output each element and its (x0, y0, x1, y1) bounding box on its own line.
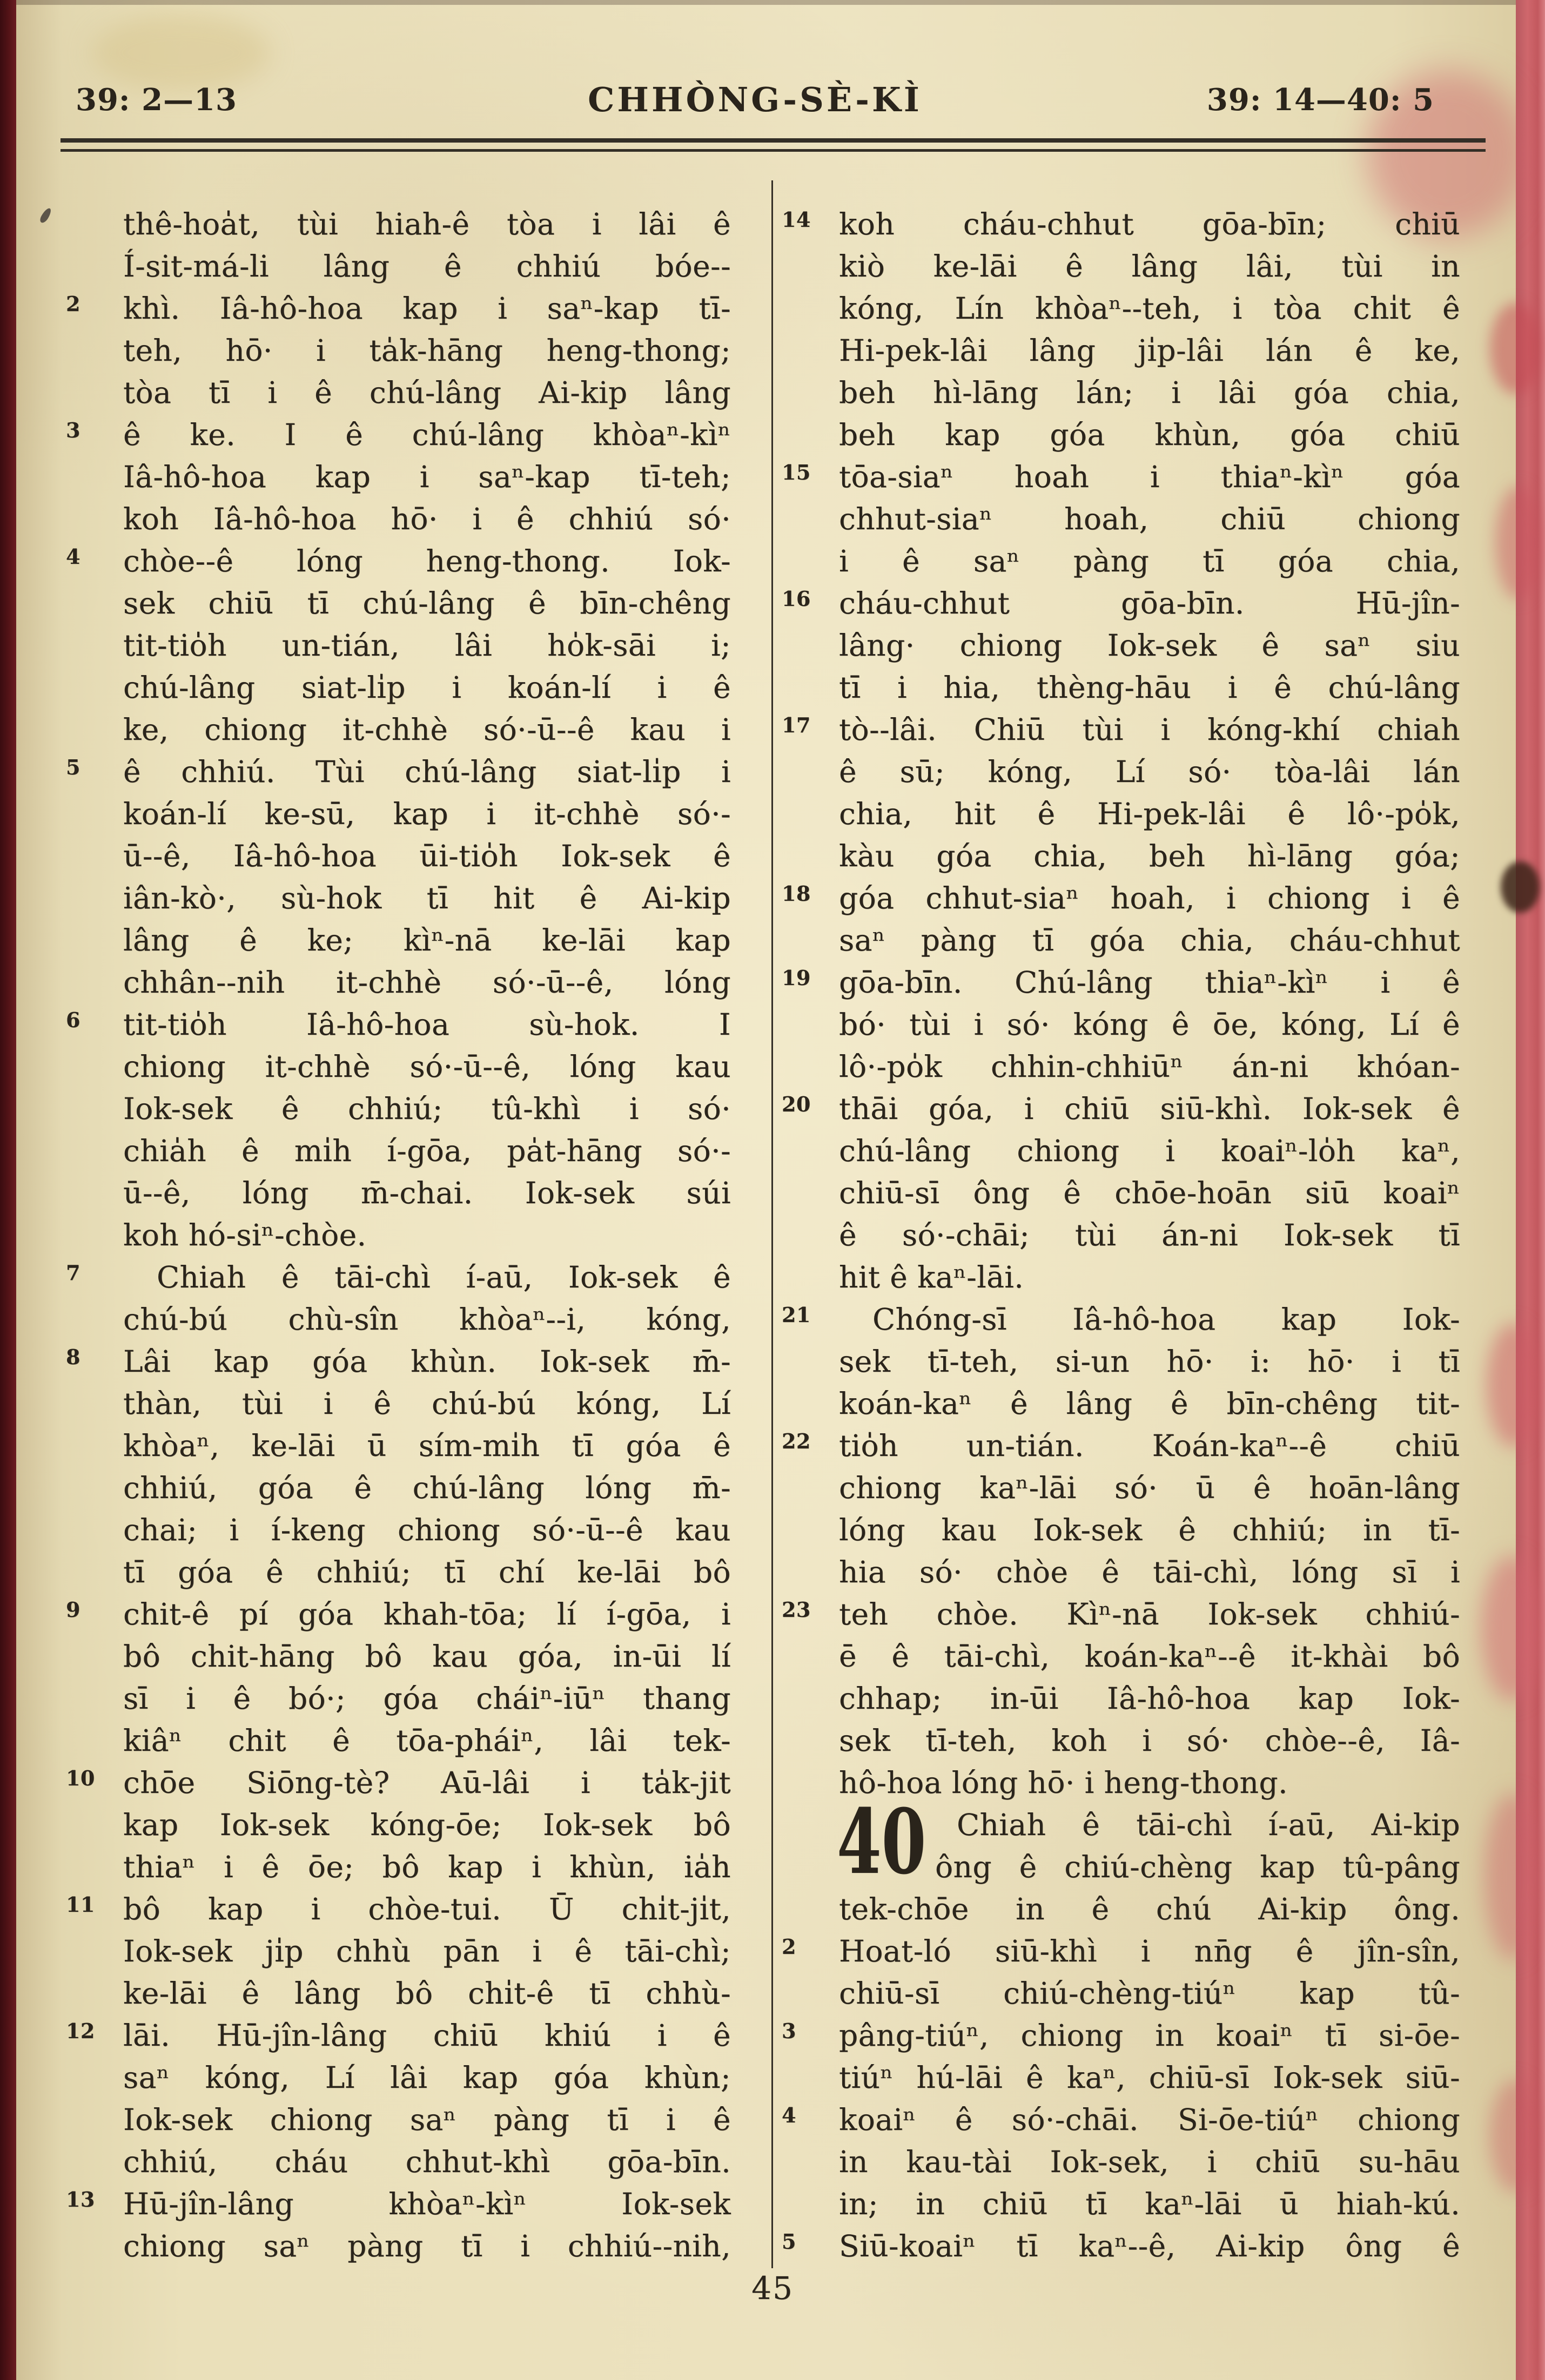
text-line: chhân--nih it-chhè só·-ū--ê, lóng (123, 965, 731, 1000)
text-line: 11 bô kap i chòe-tui. Ū chi̍t-ji̍t, (123, 1888, 731, 1930)
verse-number: 13 (66, 2187, 95, 2212)
verse-number: 15 (782, 460, 811, 484)
text-line: chia, hit ê Hi-pek-lâi ê lô·-po̍k, (839, 797, 1460, 831)
text-line: Iok-sek ji̍p chhù pān i ê tāi-chì; (123, 1934, 731, 1968)
text-line: 19 gōa-bīn. Chú-lâng thiaⁿ-kìⁿ i ê (839, 961, 1460, 1003)
text-line: Iok-sek ê chhiú; tû-khì i só· (123, 1091, 731, 1126)
text-line: 12 lāi. Hū-jîn-lâng chiū khiú i ê (123, 2014, 731, 2057)
text-line: 2 khì. Iâ-hô-hoa kap i saⁿ-kap tī- (123, 287, 731, 329)
text-line: 3 pâng-tiúⁿ, chiong in koaiⁿ tī si-ōe- (839, 2014, 1460, 2057)
text-line: 21 Chóng-sī Iâ-hô-hoa kap Iok- (839, 1298, 1460, 1340)
text-line: ke, chiong it-chhè só·-ū--ê kau i (123, 712, 731, 747)
header-verse-range-left: 39: 2—13 (76, 82, 237, 118)
text-line: tit-tio̍h un-tián, lâi ho̍k-sāi i; (123, 628, 731, 663)
text-line: kóng, Lín khòaⁿ--teh, i tòa chi̍t ê (839, 291, 1460, 326)
double-rule (61, 138, 1486, 152)
text-line: chhap; in-ūi Iâ-hô-hoa kap Iok- (839, 1681, 1460, 1716)
verse-number: 14 (782, 207, 811, 232)
text-line: 20 thāi góa, i chiū siū-khì. Iok-sek ê (839, 1088, 1460, 1130)
text-line: 22 tio̍h un-tián. Koán-kaⁿ--ê chiū (839, 1425, 1460, 1467)
chapter-number: 40 (837, 1789, 926, 1894)
text-line: sī i ê bó·; góa cháiⁿ-iūⁿ thang (123, 1681, 731, 1716)
text-line: lô·-po̍k chhin-chhiūⁿ án-ni khóan- (839, 1049, 1460, 1084)
text-line: Iâ-hô-hoa kap i saⁿ-kap tī-teh; (123, 460, 731, 494)
left-column (66, 203, 731, 2267)
text-line: 17 tò--lâi. Chiū tùi i kóng-khí chiah (839, 709, 1460, 751)
text-line: thiaⁿ i ê ōe; bô kap i khùn, ia̍h (123, 1850, 731, 1884)
text-line: 5 Siū-koaiⁿ tī kaⁿ--ê, Ai-kip ông ê (839, 2225, 1460, 2267)
text-line: sek chiū tī chú-lâng ê bīn-chêng (123, 586, 731, 621)
text-line: Hi-pek-lâi lâng ji̍p-lâi lán ê ke, (839, 333, 1460, 368)
page-header (76, 80, 1434, 120)
text-line: ê só·-chāi; tùi án-ni Iok-sek tī (839, 1218, 1460, 1252)
text-line: 2 Hoat-ló siū-khì i nn̄g ê jîn-sîn, (839, 1930, 1460, 1972)
text-line: bô chit-hāng bô kau góa, in-ūi lí (123, 1639, 731, 1674)
book-edge-left (0, 0, 16, 2380)
text-line: koh Iâ-hô-hoa hō· i ê chhiú só· (123, 502, 731, 536)
verse-number: 2 (782, 1934, 796, 1959)
text-line: beh kap góa khùn, góa chiū (839, 417, 1460, 452)
text-line: saⁿ pàng tī góa chia, cháu-chhut (839, 923, 1460, 958)
text-line: ū--ê, lóng m̄-chai. Iok-sek súi (123, 1176, 731, 1210)
text-line: sek tī-teh, koh i só· chòe--ê, Iâ- (839, 1723, 1460, 1758)
verse-number: 20 (782, 1092, 811, 1116)
verse-number: 22 (782, 1429, 811, 1453)
text-line: 16 cháu-chhut gōa-bīn. Hū-jîn- (839, 582, 1460, 624)
verse-number: 7 (66, 1260, 80, 1285)
text-line: chú-lâng chiong i koaiⁿ-lo̍h kaⁿ, (839, 1134, 1460, 1168)
text-line: chiong kaⁿ-lāi só· ū ê hoān-lâng (839, 1471, 1460, 1505)
verse-number: 19 (782, 966, 811, 990)
text-line: 6 tit-tio̍h Iâ-hô-hoa sù-hok. I (123, 1003, 731, 1046)
text-line: i ê saⁿ pàng tī góa chia, (839, 544, 1460, 578)
text-line: ke-lāi ê lâng bô chi̍t-ê tī chhù- (123, 1976, 731, 2011)
text-line: chhiú, cháu chhut-khì gōa-bīn. (123, 2145, 731, 2179)
text-line: ê sū; kóng, Lí só· tòa-lâi lán (839, 754, 1460, 789)
text-line: chiong it-chhè só·-ū--ê, lóng kau (123, 1049, 731, 1084)
text-line: teh, hō· i ta̍k-hāng heng-thong; (123, 333, 731, 368)
text-line: thê-hoa̍t, tùi hiah-ê tòa i lâi ê (123, 203, 731, 245)
text-line: 18 góa chhut-siaⁿ hoah, i chiong i ê (839, 877, 1460, 919)
verse-number: 3 (66, 418, 80, 442)
text-line: chiū-sī chiú-chèng-tiúⁿ kap tû- (839, 1976, 1460, 2011)
text-line: kiò ke-lāi ê lâng lâi, tùi in (839, 249, 1460, 284)
right-column (782, 203, 1460, 2267)
text-line: ông ê chiú-chèng kap tû-pâng (935, 1850, 1460, 1884)
verse-number: 11 (66, 1892, 95, 1917)
text-line: 10 chōe Siōng-tè? Aū-lâi i ta̍k-jit (123, 1762, 731, 1804)
pencil-mark (38, 207, 53, 224)
text-line: koh hó-siⁿ-chòe. (123, 1218, 367, 1252)
text-line: in; in chiū tī kaⁿ-lāi ū hiah-kú. (839, 2187, 1460, 2221)
text-line: tek-chōe in ê chú Ai-kip ông. (839, 1892, 1460, 1926)
verse-number: 16 (782, 586, 811, 611)
text-line: kiâⁿ chit ê tōa-pháiⁿ, lâi tek- (123, 1723, 731, 1758)
verse-number: 5 (66, 755, 80, 779)
text-line: bó· tùi i só· kóng ê ōe, kóng, Lí ê (839, 1007, 1460, 1042)
text-line: 13 Hū-jîn-lâng khòaⁿ-kìⁿ Iok-sek (123, 2183, 731, 2225)
text-line: lóng kau Iok-sek ê chhiú; in tī- (839, 1513, 1460, 1547)
text-line: sek tī-teh, si-un hō· i: hō· i tī (839, 1344, 1460, 1379)
text-line: tī i hia, thèng-hāu i ê chú-lâng (839, 670, 1460, 705)
text-line: chai; i í-keng chiong só·-ū--ê kau (123, 1513, 731, 1547)
text-line: chú-bú chù-sîn khòaⁿ--i, kóng, (123, 1302, 731, 1337)
text-line: tòa tī i ê chú-lâng Ai-kip lâng (123, 375, 731, 410)
text-line: chhut-siaⁿ hoah, chiū chiong (839, 502, 1460, 536)
column-divider (771, 180, 773, 2268)
text-line: tī góa ê chhiú; tī chí ke-lāi bô (123, 1555, 731, 1589)
text-line: lâng ê ke; kìⁿ-nā ke-lāi kap (123, 923, 731, 958)
verse-number: 12 (66, 2019, 95, 2043)
verse-number: 6 (66, 1008, 80, 1032)
text-line: 4 koaiⁿ ê só·-chāi. Si-ōe-tiúⁿ chiong (839, 2099, 1460, 2141)
text-line: 14 koh cháu-chhut gōa-bīn; chiū (839, 203, 1460, 245)
text-line: chiong saⁿ pàng tī i chhiú--nih, (123, 2229, 731, 2263)
verse-number: 21 (782, 1303, 811, 1327)
text-line: 7 Chiah ê tāi-chì í-aū, Iok-sek ê (123, 1256, 731, 1298)
text-line: kap Iok-sek kóng-ōe; Iok-sek bô (123, 1808, 731, 1842)
text-line: ē ê tāi-chì, koán-kaⁿ--ê it-khài bô (839, 1639, 1460, 1674)
text-line: chhiú, góa ê chú-lâng lóng m̄- (123, 1471, 731, 1505)
verse-number: 4 (782, 2103, 796, 2127)
verse-number: 4 (66, 544, 80, 569)
verse-number: 10 (66, 1766, 95, 1790)
text-line: khòaⁿ, ke-lāi ū sím-mi̍h tī góa ê (123, 1428, 731, 1463)
text-line: 8 Lâi kap góa khùn. Iok-sek m̄- (123, 1340, 731, 1383)
verse-number: 18 (782, 881, 811, 906)
text-line: thàn, tùi i ê chú-bú kóng, Lí (123, 1386, 731, 1421)
verse-number: 2 (66, 292, 80, 316)
verse-number: 9 (66, 1597, 80, 1622)
text-line: 9 chit-ê pí góa khah-tōa; lí í-gōa, i (123, 1593, 731, 1635)
text-line: 15 tōa-siaⁿ hoah i thiaⁿ-kìⁿ góa (839, 456, 1460, 498)
text-line: chiū-sī ông ê chōe-hoān siū koaiⁿ (839, 1176, 1460, 1210)
verse-number: 3 (782, 2019, 796, 2043)
text-line: chú-lâng siat-li̍p i koán-lí i ê (123, 670, 731, 705)
text-line: in kau-tài Iok-sek, i chiū su-hāu (839, 2145, 1460, 2179)
book-edge-right (1516, 0, 1545, 2380)
scan-edge-top (0, 0, 1545, 5)
text-line: hia só· chòe ê tāi-chì, lóng sī i (839, 1555, 1460, 1589)
text-line: Chiah ê tāi-chì í-aū, Ai-kip (957, 1808, 1460, 1842)
text-line: tiúⁿ hú-lāi ê kaⁿ, chiū-sī Iok-sek siū- (839, 2060, 1460, 2095)
verse-number: 17 (782, 713, 811, 737)
text-line: 5 ê chhiú. Tùi chú-lâng siat-li̍p i (123, 751, 731, 793)
text-line: hit ê kaⁿ-lāi. (839, 1260, 1024, 1294)
verse-number: 8 (66, 1345, 80, 1369)
text-line: koán-kaⁿ ê lâng ê bīn-chêng tit- (839, 1386, 1460, 1421)
text-line: hô-hoa lóng hō· i heng-thong. (839, 1765, 1288, 1800)
text-line: 3 ê ke. I ê chú-lâng khòaⁿ-kìⁿ (123, 414, 731, 456)
verse-number: 23 (782, 1597, 811, 1622)
text-line: saⁿ kóng, Lí lâi kap góa khùn; (123, 2060, 731, 2095)
text-line: lâng· chiong Iok-sek ê saⁿ siu (839, 628, 1460, 663)
text-line: ū--ê, Iâ-hô-hoa ūi-tio̍h Iok-sek ê (123, 839, 731, 873)
text-line: Í-sit-má-li lâng ê chhiú bóe-- (123, 249, 731, 284)
text-line: iân-kò·, sù-hok tī hit ê Ai-kip (123, 881, 731, 915)
text-line: kàu góa chia, beh hì-lāng góa; (839, 839, 1460, 873)
header-book-title: CHHÒNG-SÈ-KÌ (588, 80, 922, 119)
verse-number: 5 (782, 2229, 796, 2254)
text-line: 23 teh chòe. Kìⁿ-nā Iok-sek chhiú- (839, 1593, 1460, 1635)
header-verse-range-right: 39: 14—40: 5 (1206, 82, 1434, 118)
text-line: beh hì-lāng lán; i lâi góa chia, (839, 375, 1460, 410)
page-number: 45 (751, 2270, 794, 2307)
text-line: 4 chòe--ê lóng heng-thong. Iok- (123, 540, 731, 582)
text-line: chia̍h ê mi̍h í-gōa, pa̍t-hāng só·- (123, 1134, 731, 1168)
text-line: Iok-sek chiong saⁿ pàng tī i ê (123, 2102, 731, 2137)
text-line: koán-lí ke-sū, kap i it-chhè só·- (123, 797, 731, 831)
